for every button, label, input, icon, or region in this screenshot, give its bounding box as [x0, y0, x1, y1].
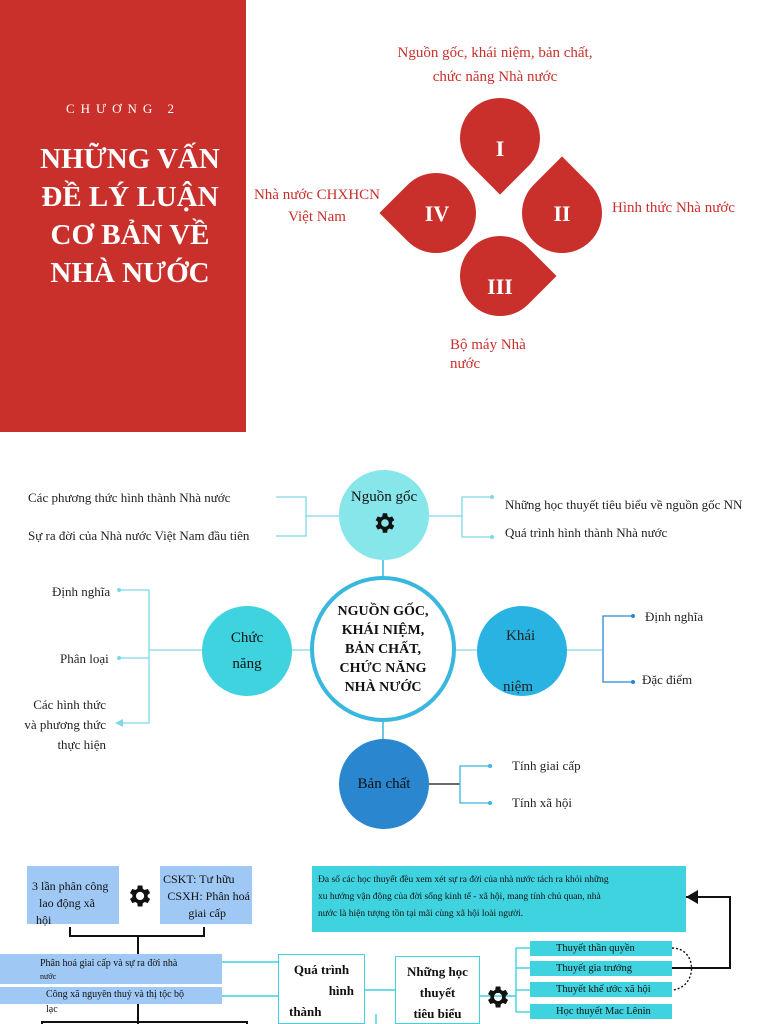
caption-line: Bộ máy Nhà [450, 337, 526, 353]
petal-ii-caption: Hình thức Nhà nước [612, 200, 735, 216]
box-line: hội [36, 913, 52, 927]
box-phan-cong-lao-dong [27, 866, 119, 927]
nhung-hoc-thuyet-box [395, 956, 480, 1024]
chuc-nang-item-line: Các hình thức [33, 697, 106, 712]
box-line: thành [289, 1004, 322, 1019]
box-line: 3 lần phân công [32, 879, 109, 893]
note-line: Đa số các học thuyết đều xem xét sự ra đời của nhà nước tách ra khỏi những [318, 875, 609, 885]
caption-line: Nhà nước CHXHCN [253, 187, 381, 203]
bar-line: Công xã nguyên thuỷ và thị tộc bộ [46, 989, 185, 1000]
chuc-nang-item: Phân loại [60, 651, 109, 666]
bar-phan-hoa-giai-cap [0, 954, 222, 984]
chapter-title-line: NHỮNG VẤN [40, 143, 220, 175]
box-line: giai cấp [188, 906, 226, 920]
nguon-goc-item: Các phương thức hình thành Nhà nước [28, 490, 231, 505]
box-line: lao động xã [39, 896, 95, 910]
theory-item: Học thuyết Mac Lênin [530, 1004, 672, 1019]
petal-iii-label: III [487, 274, 513, 299]
bar-line: Phân hoá giai cấp và sự ra đời nhà [40, 958, 178, 969]
bar-line: lạc [46, 1004, 58, 1015]
khai-niem-item: Đặc điểm [642, 672, 693, 687]
caption-line: Việt Nam [288, 209, 346, 225]
ban-chat-item: Tính xã hội [512, 795, 572, 810]
central-topic-line: KHÁI NIỆM, [341, 622, 425, 638]
chuc-nang-item-line: thực hiện [57, 737, 106, 752]
gear-icon [483, 983, 511, 1016]
hoc-thuyet-note [312, 866, 686, 932]
petal-ii-label: II [553, 201, 571, 226]
central-topic-line: BẢN CHẤT, [345, 641, 421, 657]
node-chuc-nang-label: năng [232, 656, 262, 672]
note-line: nước là hiện tượng tồn tại mãi cùng xã hội loài người. [318, 909, 524, 919]
nguon-goc-item: Quá trình hình thành Nhà nước [505, 525, 668, 540]
central-topic-line: CHỨC NĂNG [339, 660, 427, 676]
nguon-goc-item: Sự ra đời của Nhà nước Việt Nam đầu tiên [28, 528, 250, 543]
petal-i-label: I [495, 136, 505, 161]
theory-item: Thuyết khế ước xã hội [530, 982, 672, 997]
petal-iv-label: IV [424, 201, 450, 226]
central-topic-line: NGUỒN GỐC, [337, 603, 429, 619]
box-line: Những học [407, 964, 468, 979]
gear-icon [125, 882, 153, 915]
box-line: thuyết [419, 985, 456, 1000]
chuc-nang-item: Định nghĩa [52, 584, 111, 599]
theory-item: Thuyết gia trưởng [530, 961, 672, 976]
caption-line: Nguồn gốc, khái niệm, bản chất, [397, 45, 593, 61]
node-nguon-goc-label: Nguồn gốc [350, 489, 418, 505]
box-line: CSXH: Phân hoá [167, 889, 250, 903]
box-line: hình [328, 983, 354, 998]
nguon-goc-item: Những học thuyết tiêu biểu về nguồn gốc NN [505, 497, 743, 512]
theory-item: Thuyết thần quyền [530, 941, 672, 956]
chuc-nang-item-line: và phương thức [24, 717, 106, 732]
caption-line: chức năng Nhà nước [432, 69, 558, 85]
box-co-so-kinh-te-xa-hoi [160, 866, 252, 924]
node-khai-niem-label: niệm [503, 679, 533, 695]
qua-trinh-hinh-thanh-box [278, 954, 365, 1024]
khai-niem-item: Định nghĩa [645, 609, 704, 624]
bar-cong-xa-nguyen-thuy [0, 987, 222, 1004]
node-ban-chat-label: Bản chất [357, 775, 411, 792]
node-chuc-nang-label: Chức [230, 630, 264, 646]
ban-chat-item: Tính giai cấp [512, 758, 581, 773]
chapter-title-line: ĐỀ LÝ LUẬN [41, 181, 219, 213]
chapter-title-line: CƠ BẢN VỀ [50, 219, 210, 251]
bar-line: nước [40, 972, 57, 981]
node-khai-niem-label: Khái [506, 628, 536, 644]
note-line: xu hướng vận động của đời sống kinh tế - xã hội, mang tính chủ quan, nhà [318, 892, 601, 902]
chapter-title-line: NHÀ NƯỚC [50, 257, 210, 289]
central-topic-line: NHÀ NƯỚC [344, 679, 422, 695]
box-line: Quá trình [293, 962, 350, 977]
caption-line: nước [450, 356, 481, 372]
box-line: CSKT: Tư hữu [163, 872, 235, 886]
box-line: tiêu biểu [413, 1006, 462, 1021]
chapter-label: CHƯƠNG 2 [65, 101, 181, 116]
